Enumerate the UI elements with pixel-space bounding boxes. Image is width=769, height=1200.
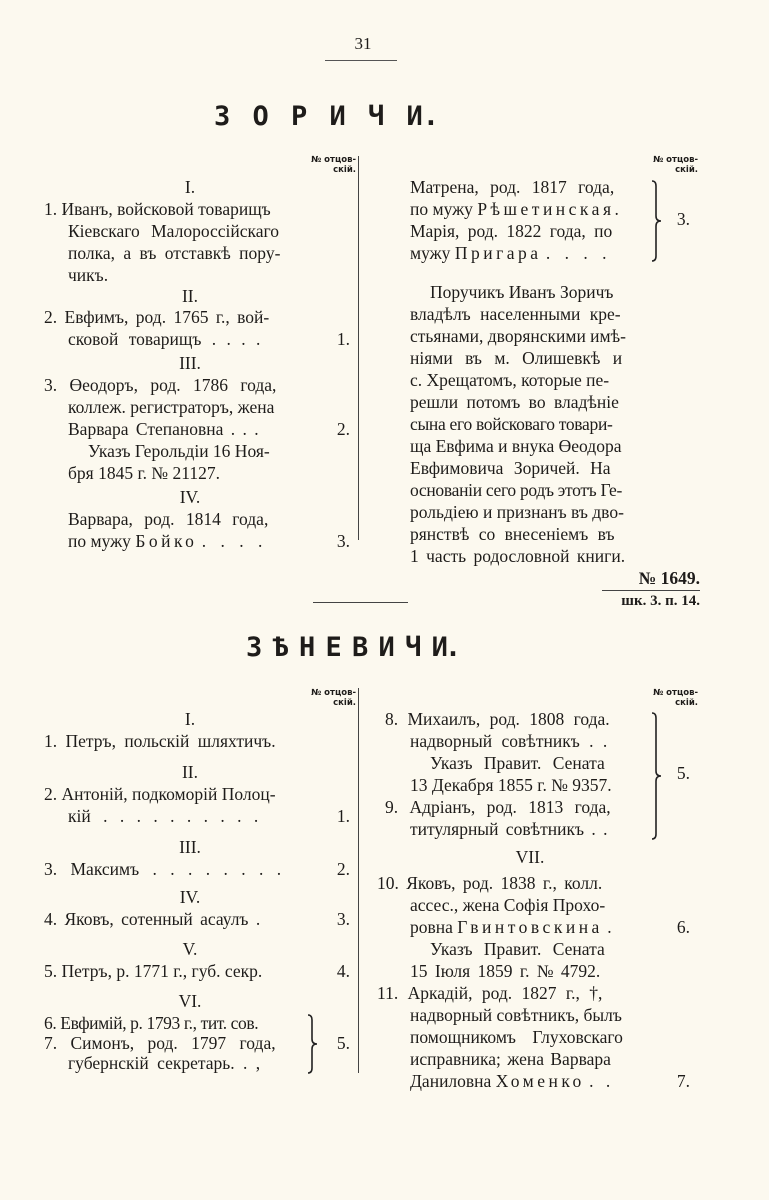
section-title-zorichi: З О Р И Ч И. — [214, 101, 440, 132]
column-divider — [358, 156, 359, 540]
surname: Бойко — [135, 531, 198, 551]
entry-line: губернскій секретарь. . , — [68, 1053, 261, 1073]
column-header-right — [638, 155, 698, 175]
entry-line: чикъ. — [68, 265, 109, 285]
entry-line: 2. Антоній, подкоморій Полоц- — [44, 784, 276, 804]
father-number: 2. — [336, 419, 350, 439]
father-number: 3. — [336, 531, 350, 551]
entry-text: по мужу — [410, 199, 473, 219]
entry-line: 6. Евфимій, р. 1793 г., тит. сов. — [44, 1013, 259, 1033]
page-number: 31 — [354, 34, 372, 53]
entry-line: 1. Петръ, польскій шляхтичъ. — [44, 731, 276, 751]
generation-roman: III. — [179, 837, 201, 857]
entry-line: 5. Петръ, р. 1771 г., губ. секр. — [44, 961, 263, 981]
note-line: 1 часть родословной книги. — [410, 546, 626, 566]
shelf-mark: шк. 3. п. 14. — [621, 593, 700, 609]
entry-line: 3. Максимъ . . . . . . . . — [44, 859, 282, 879]
entry-line: надворный совѣтникъ . . — [410, 731, 608, 751]
generation-roman: V. — [182, 939, 198, 959]
father-number: 5. — [336, 1033, 350, 1053]
father-number: 4. — [336, 961, 350, 981]
entry-text: ровна — [410, 917, 453, 937]
father-number: 5. — [676, 763, 690, 783]
entry-line: 2. Евфимъ, род. 1765 г., вой- — [44, 307, 270, 327]
entry-line: Варвара Степановна . . . — [68, 419, 259, 439]
entry-line: исправника; жена Варвара — [410, 1049, 611, 1069]
surname: Гвинтовскина — [457, 917, 603, 937]
entry-line: титулярный совѣтникъ . . — [410, 819, 608, 839]
entry-line: 4. Яковъ, сотенный асаулъ . — [44, 909, 261, 929]
record-number: № 1649. — [638, 568, 700, 588]
generation-roman: II. — [181, 762, 199, 782]
entry-line: Матрена, род. 1817 года, — [410, 177, 615, 197]
section-title-zenevichi: З Ѣ Н Е В И Ч И. — [246, 632, 459, 663]
entry-line: 3. Өеодоръ, род. 1786 года, — [44, 375, 277, 395]
entry-text: Даниловна — [410, 1071, 492, 1091]
column-header-line: скій. — [675, 698, 698, 708]
entry-line: коллеж. регистраторъ, жена — [68, 397, 275, 417]
generation-roman: I. — [184, 709, 196, 729]
generation-roman: IV. — [179, 487, 201, 507]
father-number: 6. — [676, 917, 690, 937]
page-number-rule — [325, 60, 397, 61]
note-line: владѣлъ населенными кре- — [410, 304, 621, 324]
generation-roman: IV. — [179, 887, 201, 907]
entry-line: Варвара, род. 1814 года, — [68, 509, 269, 529]
note-line: решли потомъ во владѣніе — [410, 392, 619, 412]
entry-text: мужу — [410, 243, 451, 263]
entry-line: помощникомъ Глуховскаго — [410, 1027, 623, 1047]
entry-line: Марія, род. 1822 года, по — [410, 221, 613, 241]
father-number: 1. — [336, 806, 350, 826]
entry-line: кій . . . . . . . . . . — [68, 806, 259, 826]
leader-dots: . . . . — [545, 243, 607, 263]
decree-line: Указъ Правит. Сената — [430, 753, 605, 773]
decree-line: Указъ Правит. Сената — [430, 939, 605, 959]
note-line: стьянами, дворянскими имѣ- — [410, 326, 626, 346]
entry-line: надворный совѣтникъ, былъ — [410, 1005, 622, 1025]
note-line: сына его войсковаго товари- — [410, 414, 613, 434]
decree-line: 13 Декабря 1855 г. № 9357. — [410, 775, 612, 795]
column-header-line: скій. — [333, 698, 356, 708]
column-header-line: скій. — [333, 165, 356, 175]
generation-roman: I. — [184, 177, 196, 197]
note-line: Евфимовича Зоричей. На — [410, 458, 611, 478]
column-header-line: № отцов- — [653, 688, 698, 698]
note-line: ща Евфима и внука Өеодора — [410, 436, 622, 456]
surname: Пригара — [454, 243, 542, 263]
entry-line — [410, 198, 622, 221]
surname: Хоменко — [495, 1071, 585, 1091]
note-line: Поручикъ Иванъ Зоричъ — [430, 282, 614, 302]
decree-line: 15 Іюля 1859 г. № 4792. — [410, 961, 601, 981]
father-number: 1. — [336, 329, 350, 349]
father-number: 3. — [336, 909, 350, 929]
generation-roman: VI. — [178, 991, 202, 1011]
entry-line — [410, 1070, 610, 1093]
entry-line: 10. Яковъ, род. 1838 г., колл. — [377, 873, 603, 893]
entry-line: 9. Адріанъ, род. 1813 года, — [385, 797, 611, 817]
father-number: 7. — [676, 1071, 690, 1091]
generation-roman: II. — [181, 286, 199, 306]
column-header-left — [296, 688, 356, 708]
column-header-right — [638, 688, 698, 708]
entry-line: полка, а въ отставкѣ пору- — [68, 243, 281, 263]
leader-dots: . . — [589, 1071, 611, 1091]
father-number: 3. — [676, 209, 690, 229]
column-header-line: № отцов- — [311, 688, 356, 698]
entry-line: 8. Михаилъ, род. 1808 года. — [385, 709, 610, 729]
note-line: ніями въ м. Олишевкѣ и — [410, 348, 623, 368]
entry-line — [410, 242, 607, 265]
surname: Рѣшетинская. — [477, 199, 623, 219]
column-divider — [358, 688, 359, 1073]
section-divider — [313, 602, 408, 603]
leader-dots: . . . . — [201, 531, 263, 551]
entry-line — [410, 916, 612, 939]
column-header-line: № отцов- — [311, 155, 356, 165]
leader-dots: . — [607, 917, 612, 937]
note-line: с. Хрещатомъ, которые пе- — [410, 370, 610, 390]
generation-roman: VII. — [515, 847, 545, 867]
entry-line: 7. Симонъ, род. 1797 года, — [44, 1033, 276, 1053]
generation-roman: III. — [179, 353, 201, 373]
entry-line: 11. Аркадій, род. 1827 г., †, — [377, 983, 603, 1003]
note-line: рянствѣ со внесеніемъ въ — [410, 524, 615, 544]
column-header-left — [296, 155, 356, 175]
decree-line: бря 1845 г. № 21127. — [68, 463, 220, 483]
column-header-line: скій. — [675, 165, 698, 175]
decree-line: Указъ Герольдіи 16 Ноя- — [88, 441, 270, 461]
entry-line: 1. Иванъ, войсковой товарищъ — [44, 199, 271, 219]
note-line: основаніи сего родъ этотъ Ге- — [410, 480, 622, 500]
father-number: 2. — [336, 859, 350, 879]
entry-text: по мужу — [68, 531, 131, 551]
note-line: рольдіею и признанъ въ дво- — [410, 502, 624, 522]
entry-line: ассес., жена Софія Прохо- — [410, 895, 606, 915]
column-header-line: № отцов- — [653, 155, 698, 165]
entry-line: Кіевскаго Малороссійскаго — [68, 221, 280, 241]
entry-line: сковой товарищъ . . . . — [68, 329, 261, 349]
entry-line — [68, 530, 262, 553]
